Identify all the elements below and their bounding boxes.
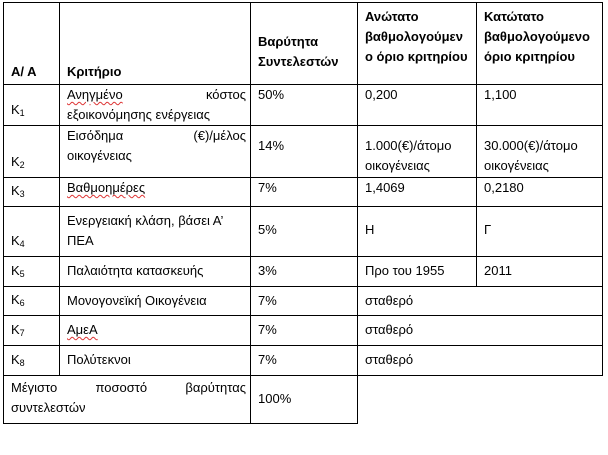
table-row bbox=[4, 316, 603, 346]
header-weight-line2: Συντελεστών bbox=[258, 53, 339, 69]
weight-value: 7% bbox=[251, 316, 358, 346]
header-upper-line3: ο όριο κριτηρίου bbox=[365, 49, 468, 64]
table-row bbox=[4, 346, 603, 376]
table-row bbox=[4, 85, 603, 126]
header-weight-line1: Βαρύτητα bbox=[258, 33, 319, 49]
header-lower-line1: Κατώτατο bbox=[484, 9, 544, 24]
upper-limit-value: Προ του 1955 bbox=[358, 257, 477, 287]
lower-limit-value: Γ bbox=[477, 207, 603, 257]
upper-limit-value: Η bbox=[358, 207, 477, 257]
lower-limit-value: 0,2180 bbox=[477, 178, 603, 207]
upper-limit-value: 1.000(€)/άτομο οικογένειας bbox=[358, 126, 477, 178]
header-lower-limit bbox=[477, 3, 603, 85]
header-weight bbox=[251, 3, 358, 85]
weight-value: 7% bbox=[251, 346, 358, 376]
criterion-name: Παλαιότητα κατασκευής bbox=[60, 257, 251, 287]
criterion-name: Πολύτεκνοι bbox=[60, 346, 251, 376]
criterion-name: ΑμεΑ bbox=[60, 316, 251, 346]
lower-limit-value: 2011 bbox=[477, 257, 603, 287]
criterion-id: $K_5$ bbox=[4, 257, 60, 287]
header-criterion: Κριτήριο bbox=[60, 3, 251, 85]
upper-limit-value: 1,4069 bbox=[358, 178, 477, 207]
table-row bbox=[4, 257, 603, 287]
empty-cell bbox=[358, 376, 603, 424]
criteria-table bbox=[3, 2, 603, 424]
criterion-id: $K_1$ bbox=[4, 85, 60, 126]
merged-limit-value: σταθερό bbox=[358, 346, 603, 376]
table-row bbox=[4, 126, 603, 178]
criterion-name: Ανηγμένο κόστος εξοικονόμησης ενέργειας bbox=[60, 85, 251, 126]
weight-value: 14% bbox=[251, 126, 358, 178]
lower-limit-value: 30.000(€)/άτομο οικογένειας bbox=[477, 126, 603, 178]
merged-limit-value: σταθερό bbox=[358, 316, 603, 346]
criterion-name: Μονογονεϊκή Οικογένεια bbox=[60, 287, 251, 316]
weight-value: 7% bbox=[251, 287, 358, 316]
upper-limit-value: 0,200 bbox=[358, 85, 477, 126]
criterion-id: $K_6$ bbox=[4, 287, 60, 316]
table-row bbox=[4, 207, 603, 257]
criterion-name: Βαθμοημέρες bbox=[60, 178, 251, 207]
header-upper-limit bbox=[358, 3, 477, 85]
header-row bbox=[4, 3, 603, 85]
table-row bbox=[4, 287, 603, 316]
criterion-id: $K_8$ bbox=[4, 346, 60, 376]
header-upper-line2: βαθμολογούμεν bbox=[365, 29, 463, 44]
criterion-id: $K_2$ bbox=[4, 126, 60, 178]
total-label: Μέγιστο ποσοστό βαρύτητας συντελεστών bbox=[4, 376, 251, 424]
header-lower-line3: όριο κριτηρίου bbox=[484, 49, 575, 64]
weight-value: 3% bbox=[251, 257, 358, 287]
lower-limit-value: 1,100 bbox=[477, 85, 603, 126]
header-lower-line2: βαθμολογούμενο bbox=[484, 29, 590, 44]
total-row bbox=[4, 376, 603, 424]
weight-value: 50% bbox=[251, 85, 358, 126]
header-upper-line1: Ανώτατο bbox=[365, 9, 419, 24]
merged-limit-value: σταθερό bbox=[358, 287, 603, 316]
total-weight-value: 100% bbox=[251, 376, 358, 424]
criterion-id: $K_7$ bbox=[4, 316, 60, 346]
weight-value: 5% bbox=[251, 207, 358, 257]
criterion-id: $K_4$ bbox=[4, 207, 60, 257]
weight-value: 7% bbox=[251, 178, 358, 207]
criterion-name: Εισόδημα (€)/μέλος οικογένειας bbox=[60, 126, 251, 178]
criterion-name: Ενεργειακή κλάση, βάσει Α’ ΠΕΑ bbox=[60, 207, 251, 257]
criterion-id: $K_3$ bbox=[4, 178, 60, 207]
table-row bbox=[4, 178, 603, 207]
header-id: Α/ Α bbox=[4, 3, 60, 85]
